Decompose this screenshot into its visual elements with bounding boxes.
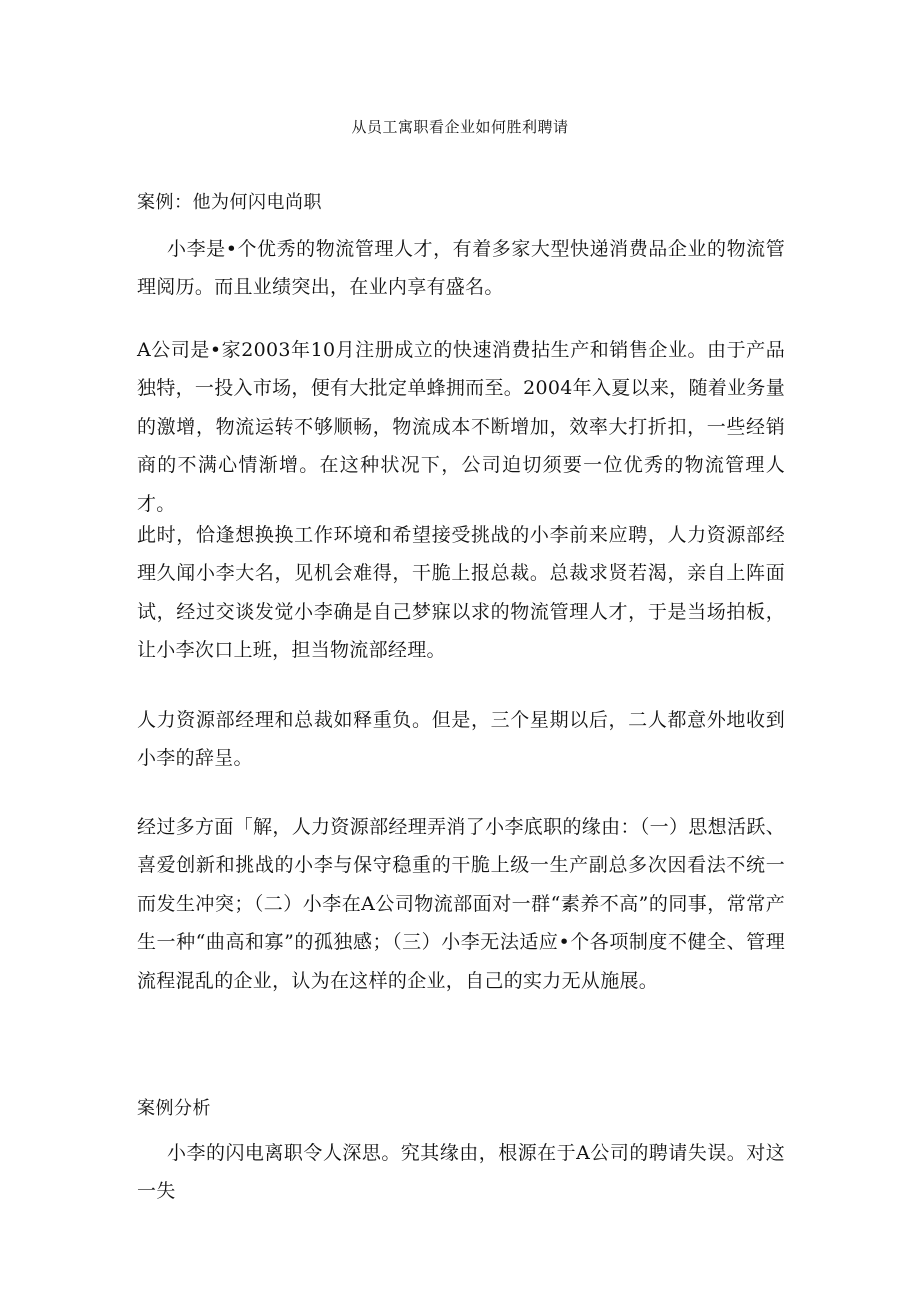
paragraph-3: 此时，恰逢想换换工作环境和希望接受挑战的小李前来应聘，人力资源部经理久闻小李大名，见机会难得，干脆上报总裁。总裁求贤若渴，亲自上阵面试，经过交谈发觉小李确是自己梦寐以求的物流管理人才，于是当场拍板，让小李次口上班，担当物流部经理。 [137,524,785,662]
section-heading-case: 案例：他为何闪电尚职 [137,192,322,213]
document-title: 从员工寓职看企业如何胜利聘请 [351,118,569,136]
paragraph-analysis: 小李的闪电离职令人深思。究其缘由，根源在于A公司的聘请失误。对这一失 [137,1142,785,1203]
paragraph-4: 人力资源部经理和总裁如释重负。但是，三个星期以后，二人都意外地收到小李的辞呈。 [137,709,785,770]
paragraph-1: 小李是•个优秀的物流管理人才，有着多家大型快递消费品企业的物流管理阅历。而且业绩突出，在业内享有盛名。 [137,238,785,299]
section-heading-analysis: 案例分析 [137,1098,211,1119]
paragraph-2: A公司是•家2003年10月注册成立的快速消费拈生产和销售企业。由于产品独特，一投入市场，便有大批定单蜂拥而至。2004年入夏以来，随着业务量的激增，物流运转不够顺畅，物流成本不断增加，效率大打折扣，一些经销商的不满心情渐增。在这种状况下，公司迫切须要一位优秀的物流管理人才。 [137,339,785,515]
paragraph-5: 经过多方面「解，人力资源部经理弄消了小李底职的缘由：（一）思想活跃、喜爱创新和挑战的小李与保守稳重的干脆上级一生产副总多次因看法不统一而发生冲突；（二）小李在A公司物流部面对一群“素养不高”的同事，常常产生一种“曲高和寡”的孤独感；（三）小李无法适应•个各项制度不健全、管理流程混乱的企业，认为在这样的企业，自己的实力无从施展。 [137,816,785,992]
